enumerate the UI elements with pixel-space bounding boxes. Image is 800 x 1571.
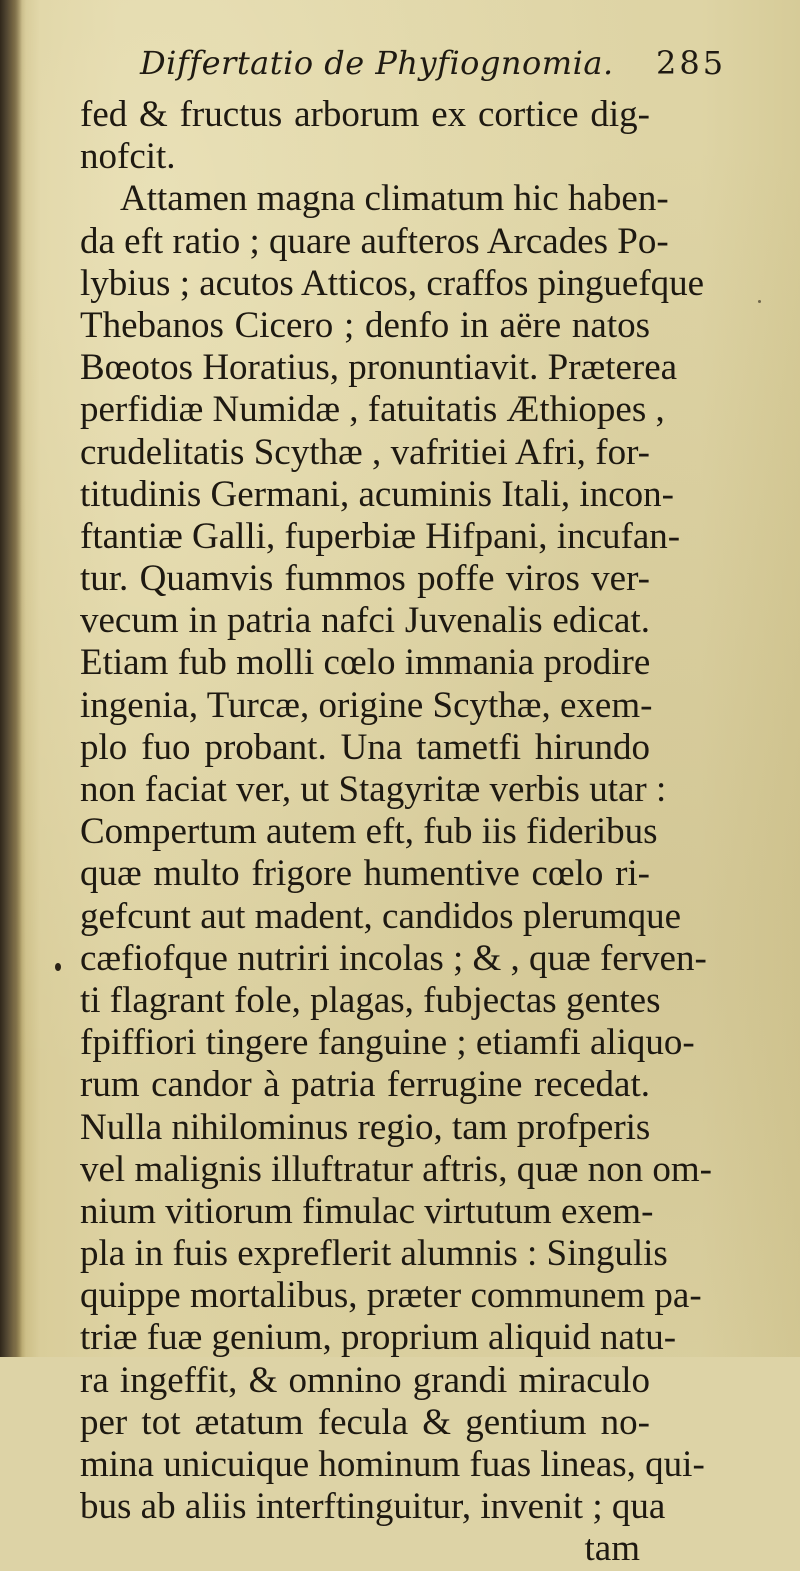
text-line: ftantiæ Galli, fuperbiæ Hifpani, incufan-	[80, 515, 681, 557]
text-line: lybius ; acutos Atticos, craffos pinguefque	[80, 262, 705, 304]
ink-speck	[55, 963, 61, 971]
text-line: Compertum autem eft, fub iis fideribus	[80, 811, 658, 853]
text-line: vel malignis illuftratur aftris, quæ non om-	[80, 1148, 712, 1190]
text-line: Attamen magna climatum hic haben-	[120, 178, 669, 220]
text-line: fpiffiori tingere fanguine ; etiamfi aliquo-	[80, 1022, 695, 1064]
text-line: vecum in patria nafci Juvenalis edicat.	[80, 600, 650, 642]
text-line: tur. Quamvis fummos poffe viros ver-	[80, 558, 650, 600]
text-line: crudelitatis Scythæ , vafritiei Afri, for-	[80, 431, 650, 473]
text-line: mina unicuique hominum fuas lineas, qui-	[80, 1444, 705, 1485]
text-line: ti flagrant fole, plagas, fubjectas gentes	[80, 979, 661, 1021]
text-line: titudinis Germani, acuminis Itali, incon-	[80, 473, 674, 515]
text-line: ingenia, Turcæ, origine Scythæ, exem-	[80, 684, 653, 726]
text-line: da eft ratio ; quare aufteros Arcades Po-	[80, 220, 669, 262]
text-line: rum candor à patria ferrugine recedat.	[80, 1064, 650, 1106]
text-line: quæ multo frigore humentive cœlo ri-	[80, 853, 650, 895]
binding-gutter	[0, 0, 22, 1357]
text-line: gefcunt aut madent, candidos plerumque	[80, 895, 682, 937]
text-line: nofcit.	[80, 136, 176, 178]
text-line: pla in fuis expreflerit alumnis : Singulis	[80, 1233, 668, 1275]
text-line: ra ingeffit, & omnino grandi miraculo	[80, 1359, 650, 1401]
text-line: quippe mortalibus, præter communem pa-	[80, 1275, 702, 1317]
text-line: Thebanos Cicero ; denfo in aëre natos	[80, 304, 650, 346]
text-line: bus ab aliis interftinguitur, invenit ; qua	[80, 1486, 666, 1528]
text-line: non faciat ver, ut Stagyritæ verbis utar :	[80, 769, 667, 810]
text-line: per tot ætatum fecula & gentium no-	[80, 1401, 650, 1443]
ink-speck	[758, 300, 761, 303]
text-line: Bœotos Horatius, pronuntiavit. Præterea	[80, 347, 678, 389]
text-line: nium vitiorum fimulac virtutum exem-	[80, 1190, 654, 1232]
text-line: cæfiofque nutriri incolas ; & , quæ ferven-	[80, 937, 707, 979]
text-line: Nulla nihilominus regio, tam profperis	[80, 1106, 651, 1148]
page-number: 285	[656, 44, 727, 82]
body-text	[80, 94, 712, 1571]
text-line: triæ fuæ genium, proprium aliquid natu-	[80, 1317, 677, 1359]
text-line: Etiam fub molli cœlo immania prodire	[80, 642, 651, 684]
running-title: Differtatio de Phyfiognomia.	[140, 44, 614, 82]
catchword: tam	[584, 1528, 640, 1570]
text-line: plo fuo probant. Una tametfi hirundo	[80, 726, 650, 768]
text-line: fed & fructus arborum ex cortice dig-	[80, 94, 650, 135]
text-line: perfidiæ Numidæ , fatuitatis Æthiopes ,	[80, 389, 665, 431]
